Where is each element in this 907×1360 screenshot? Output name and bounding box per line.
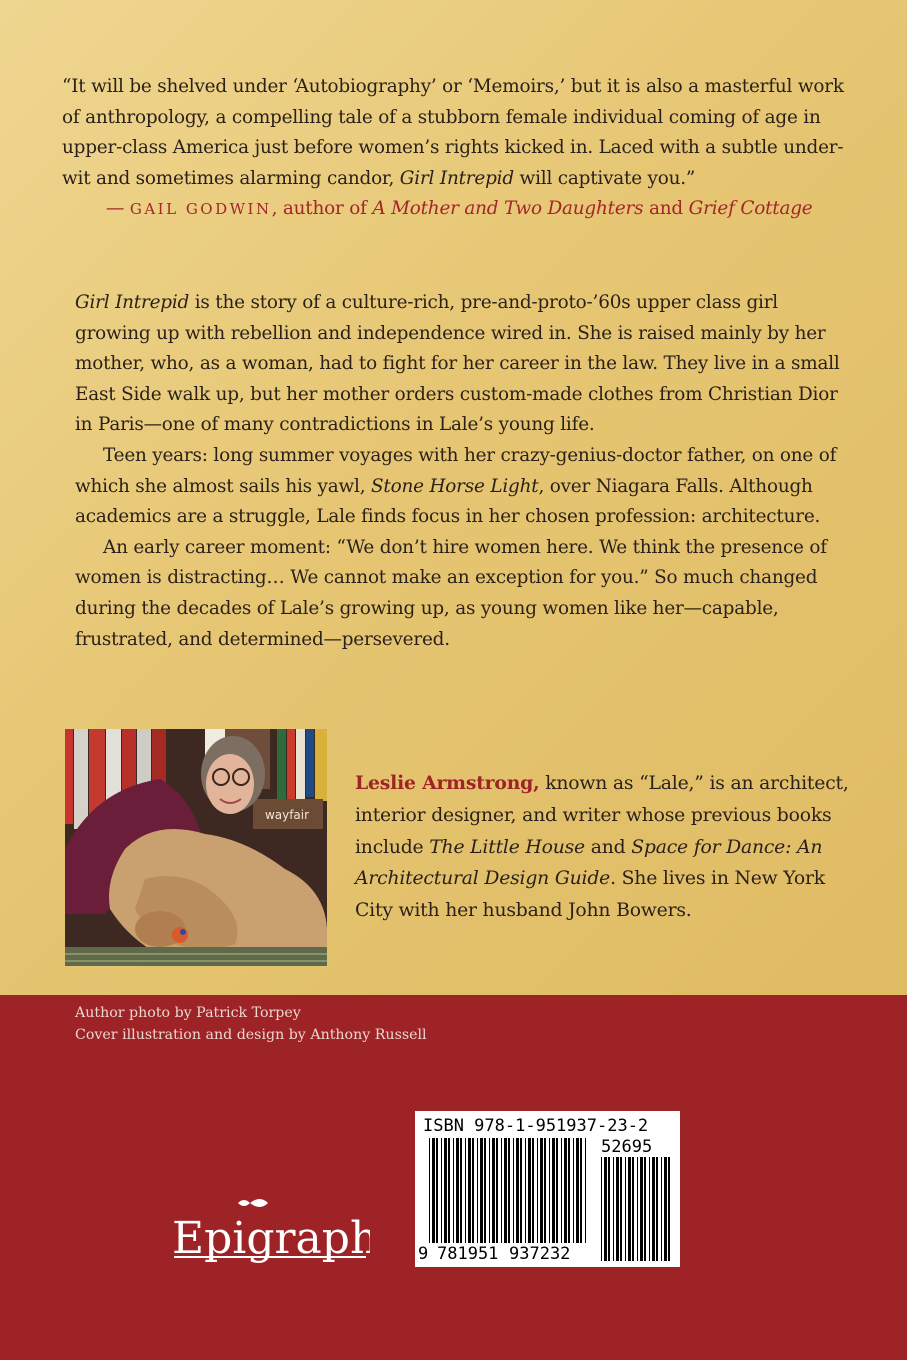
design-credit: Cover illustration and design by Anthony Russell [75,1027,427,1043]
barcode-bar [441,1138,442,1243]
barcode-digits-group-1: 781951 [437,1244,499,1264]
description-paragraph-1: Girl Intrepid is the story of a culture-rich, pre-and-proto-’60s upper class girl growing up with rebellion and independence wired in. She is raised mainly by her mother, who, as a woman, had to fight for her career in the law. They live in a small East Side walk up, but her mother orders custom-made clothes from Christian Dior in Paris—one of many contradictions in Lale’s young life. [75,292,840,436]
barcode-bar [528,1138,531,1243]
barcode-bar [501,1138,502,1243]
barcode-bar [644,1157,646,1261]
barcode-bar [604,1157,607,1261]
quote-text: “It will be shelved under ‘Autobiography’ or ‘Memoirs,’ but it is also a masterful work of anthropology, a compelling tale of a stubborn female individual coming of age in upper-class America just before women’s rights kicked in. Laced with a subtle under-wit and sometimes alarming candor, Girl Intrepid will captivate you.” [62,76,844,189]
barcode-bar [465,1138,466,1243]
barcode-bar [492,1138,495,1243]
author-bio: Leslie Armstrong, known as “Lale,” is an architect, interior designer, and writer whose previous books include The Little House and Space for Dance: An Architectural Design Guide. She lives in New York City with her husband John Bowers. [355,772,849,922]
photo-credit: Author photo by Patrick Torpey [75,1005,301,1021]
barcode-bar [568,1138,570,1243]
barcode-bar [468,1138,471,1243]
publisher-logo [170,1195,370,1275]
barcode-graphic [415,1111,680,1267]
barcode-bar [585,1138,586,1243]
barcode-bar [489,1138,490,1243]
wayfair-sign: wayfair [264,808,310,822]
barcode-bar [484,1138,486,1243]
description-paragraph-2: Teen years: long summer voyages with her crazy-genius-doctor father, on one of which she almost sails his yawl, Stone Horse Light, over Niagara Falls. Although academics are a struggle, Lale finds focus in her chosen profession: architecture. [75,444,837,528]
epigraph-logo-icon [170,1195,370,1275]
barcode-bar [552,1138,555,1243]
barcode-bar [472,1138,474,1243]
barcode-bar [649,1157,650,1261]
barcode-bar [477,1138,478,1243]
barcode-bar [448,1138,450,1243]
attribution-author: GAIL GODWIN [129,200,272,219]
barcode-bar [532,1138,534,1243]
barcode-bar [556,1138,558,1243]
barcode-bar [661,1157,662,1261]
credits [75,1002,427,1046]
barcode-bar [525,1138,526,1243]
barcode-bar [628,1157,631,1261]
barcode-bar [549,1138,550,1243]
barcode-bar [561,1138,562,1243]
barcode-bar [613,1157,614,1261]
isbn-number: ISBN 978-1-951937-23-2 [423,1116,649,1136]
barcode-bar [652,1157,655,1261]
barcode-bar [608,1157,610,1261]
author-name: Leslie Armstrong, [355,772,540,794]
barcode-bar [632,1157,634,1261]
barcode-bar [453,1138,454,1243]
barcode-bar [564,1138,567,1243]
barcode-bar [496,1138,498,1243]
author-photo-illustration [65,729,327,966]
barcode-bars-addon [601,1157,670,1261]
barcode-bar [504,1138,507,1243]
barcode-bar [576,1138,579,1243]
barcode-bar [513,1138,514,1243]
barcode-bar [432,1138,435,1243]
barcode-bar [573,1138,574,1243]
barcode-bar [668,1157,670,1261]
barcode-bar [508,1138,510,1243]
barcode-bar [537,1138,538,1243]
barcode-bar [601,1157,602,1261]
barcode-bar [620,1157,622,1261]
publisher-name: Epigraph [172,1213,370,1264]
barcode-bar [456,1138,459,1243]
barcode-digits-group-2: 937232 [509,1244,571,1264]
quote-attribution: — GAIL GODWIN, author of A Mother and Two Daughters and Grief Cottage [106,198,813,220]
barcode-bar [540,1138,543,1243]
barcode-bar [460,1138,462,1243]
barcode-bar [625,1157,626,1261]
barcode-digit-lead: 9 [418,1244,429,1264]
book-description [75,288,845,655]
barcode-bar [444,1138,447,1243]
endorsement-quote [62,72,852,225]
barcode-bar [480,1138,483,1243]
barcode-bar [429,1138,430,1243]
description-paragraph-3: An early career moment: “We don’t hire women here. We think the presence of women is distracting… We cannot make an exception for you.” So much changed during the decades of Lale’s growing up, as young women like her—capable, frustrated, and determined—persevered. [75,536,827,650]
barcode-bar [616,1157,619,1261]
barcode-bar [516,1138,519,1243]
barcode-bar [656,1157,658,1261]
barcode-bar [436,1138,438,1243]
isbn-barcode [415,1111,680,1267]
barcode-bar [544,1138,546,1243]
barcode-bar [640,1157,643,1261]
author-photo [65,729,327,966]
barcode-bar [664,1157,667,1261]
barcode-bar [580,1138,582,1243]
barcode-bars-main [429,1138,586,1243]
barcode-bar [520,1138,522,1243]
barcode-bar [637,1157,638,1261]
price-code: 52695 [601,1137,653,1157]
